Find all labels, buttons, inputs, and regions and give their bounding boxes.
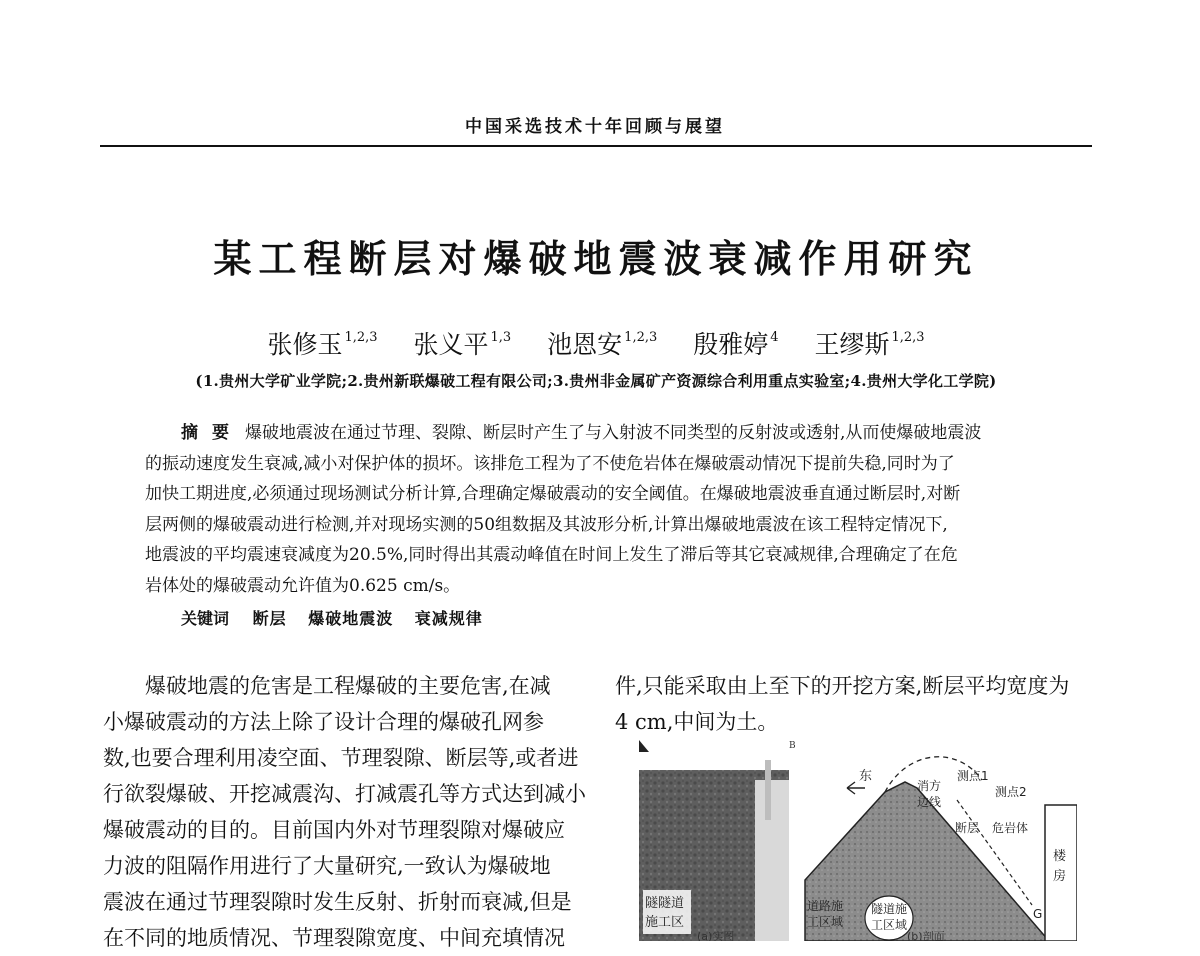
abstract-line: 岩体处的爆破震动允许值为0.625 cm/s。 <box>145 575 461 596</box>
road-zone-label-1: 道路施 <box>807 899 844 913</box>
author: 张修玉 $^{1,2,3}$ <box>267 330 378 359</box>
paper-title: 某工程断层对爆破地震波衰减作用研究 <box>213 236 979 281</box>
danger-rock-label: 危岩体 <box>992 821 1029 835</box>
mark-g: G <box>1033 907 1043 921</box>
abstract-line: 摘要 爆破地震波在通过节理、裂隙、断层时产生了与入射波不同类型的反射波或透射,从而使爆破地震波 <box>181 423 982 443</box>
keyword: 衰减规律 <box>414 609 483 628</box>
abstract-line: 的振动速度发生衰减,减小对保护体的损坏。该排危工程为了不使危岩体在爆破震动情况下提前失稳,同时为了 <box>145 453 955 474</box>
body-line: 力波的阻隔作用进行了大量研究,一致认为爆破地 <box>103 854 551 878</box>
keyword: 爆破地震波 <box>308 609 394 628</box>
body-line: 小爆破震动的方法上除了设计合理的爆破孔网参 <box>103 710 544 734</box>
keywords-label: 关键词 <box>181 609 230 628</box>
caption-a: (a)实图 <box>697 930 735 941</box>
tunnel-zone-label-1: 隧道施 <box>871 902 908 916</box>
cross-section-diagram <box>805 757 1077 941</box>
author: 殷雅婷 $^4$ <box>693 330 779 359</box>
abstract <box>145 418 1055 601</box>
abstract-label: 摘要 <box>181 423 243 443</box>
tunnel-zone-label-2: 工区域 <box>871 918 908 932</box>
building-label-2: 房 <box>1053 869 1067 884</box>
body-line: 爆破震动的目的。目前国内外对节理裂隙对爆破应 <box>103 818 565 842</box>
building-label-1: 楼 <box>1053 849 1067 864</box>
figure-graphic <box>637 740 1077 941</box>
photo-corner-label: B <box>789 741 796 751</box>
photo-label-line1: 隧隧道 <box>645 896 685 911</box>
photo-corner-mark <box>639 740 649 752</box>
author: 王缪斯 $^{1,2,3}$ <box>814 330 925 359</box>
photo-structure <box>755 780 789 941</box>
body-line: 震波在通过节理裂隙时发生反射、折射而衰减,但是 <box>103 890 572 914</box>
road-zone-label-2: 工区域 <box>807 915 844 929</box>
blast-line-label-2: 边线 <box>917 795 942 809</box>
body-line: 件,只能采取由上至下的开挖方案,断层平均宽度为 <box>615 674 1070 698</box>
fault-label: 断层 <box>955 821 980 835</box>
running-header: 中国采选技术十年回顾与展望 <box>465 117 725 137</box>
abstract-line: 加快工期进度,必须通过现场测试分析计算,合理确定爆破震动的安全阈值。在爆破地震波垂直通过断层时,对断 <box>145 484 961 504</box>
caption-b: (b)剖面 <box>907 930 945 941</box>
figure <box>637 740 1077 941</box>
body-line: 4 cm,中间为土。 <box>615 710 779 734</box>
body-line: 爆破地震的危害是工程爆破的主要危害,在减 <box>145 674 551 698</box>
site-photo <box>639 740 796 941</box>
blast-line-label-1: 消方 <box>917 779 942 793</box>
keywords <box>181 606 499 629</box>
abstract-line: 层两侧的爆破震动进行检测,并对现场实测的50组数据及其波形分析,计算出爆破地震波在该工程特定情况下, <box>145 514 948 535</box>
author: 张义平 $^{1,3}$ <box>413 330 512 359</box>
body-line: 在不同的地质情况、节理裂隙宽度、中间充填情况 <box>103 926 565 950</box>
keyword: 断层 <box>252 609 287 628</box>
photo-mast <box>765 760 771 820</box>
body-line: 数,也要合理利用凌空面、节理裂隙、断层等,或者进 <box>103 746 579 770</box>
photo-label-line2: 施工区 <box>645 915 685 930</box>
point-2-label: 测点2 <box>995 785 1027 799</box>
author-list <box>100 325 1092 361</box>
author: 池恩安 $^{1,2,3}$ <box>547 330 658 359</box>
body-line: 行欲裂爆破、开挖减震沟、打减震孔等方式达到减小 <box>103 782 586 806</box>
body-column-left <box>103 668 586 956</box>
header-rule <box>100 145 1092 147</box>
affiliations: (1.贵州大学矿业学院;2.贵州新联爆破工程有限公司;3.贵州非金属矿产资源综合利用重点实验室;4.贵州大学化工学院) <box>195 372 997 390</box>
point-1-label: 测点1 <box>957 769 989 783</box>
abstract-line: 地震波的平均震速衰减度为20.5%,同时得出其震动峰值在时间上发生了滞后等其它衰减规律,合理确定了在危 <box>145 545 958 565</box>
direction-label: 东 <box>859 769 873 784</box>
body-column-right <box>615 668 1095 740</box>
